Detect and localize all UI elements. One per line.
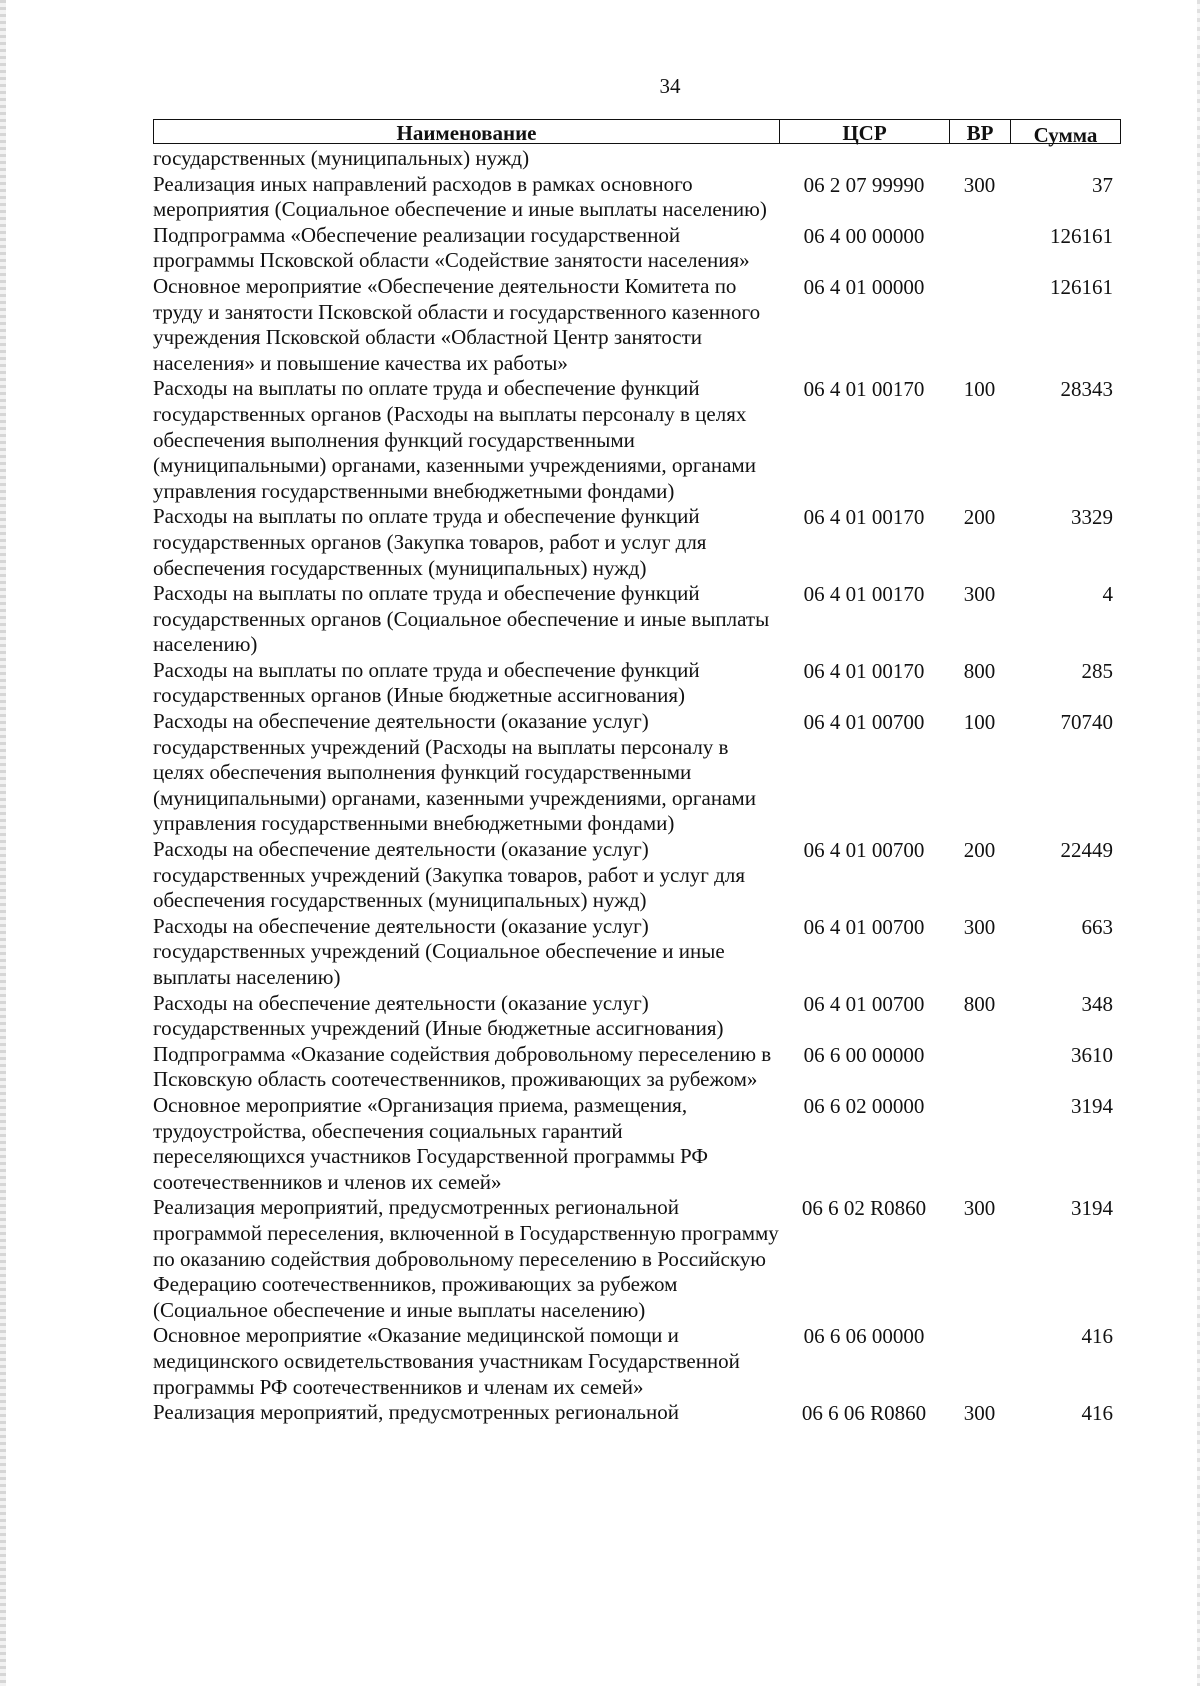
row-sum: 3610 xyxy=(1071,1042,1113,1067)
row-name: Основное мероприятие «Организация приема, размещения, трудоустройства, обеспечения социальных гарантий переселяющихся участников Государственной программы РФ соотечественников и членов их семей» xyxy=(153,1092,708,1194)
table-row xyxy=(153,837,1121,914)
row-name: Реализация мероприятий, предусмотренных региональной программой переселения, включенной в Государственную программу по оказанию содействия добровольному переселению в Российскую Федерацию соотечественников, проживающих за рубежом (Социальное обеспечение и иные выплаты населению) xyxy=(153,1195,779,1322)
table-row xyxy=(153,658,1121,709)
row-vr: 800 xyxy=(963,658,996,683)
row-name: Расходы на обеспечение деятельности (оказание услуг) государственных учреждений (Социальное обеспечение и иные выплаты населению) xyxy=(153,913,725,989)
row-csr: 06 2 07 99990 xyxy=(803,172,925,197)
table-row xyxy=(153,991,1121,1042)
row-sum: 28343 xyxy=(1060,377,1113,402)
row-name: Расходы на обеспечение деятельности (оказание услуг) государственных учреждений (Иные бюджетные ассигнования) xyxy=(153,990,724,1041)
row-sum: 22449 xyxy=(1060,838,1113,863)
row-vr xyxy=(949,1093,1010,1195)
row-csr: 06 4 01 00700 xyxy=(803,838,925,863)
row-csr: 06 4 01 00700 xyxy=(803,710,925,735)
row-csr: 06 4 01 00170 xyxy=(803,377,925,402)
row-sum: 416 xyxy=(1081,1324,1113,1349)
row-name: Реализация иных направлений расходов в рамках основного мероприятия (Социальное обеспечение и иные выплаты населению) xyxy=(153,171,767,222)
row-vr: 800 xyxy=(963,991,996,1016)
row-sum: 348 xyxy=(1081,991,1113,1016)
row-vr: 300 xyxy=(963,1196,996,1221)
row-vr xyxy=(949,1323,1010,1400)
row-vr: 300 xyxy=(963,1401,996,1426)
row-name: Реализация мероприятий, предусмотренных региональной xyxy=(153,1400,679,1425)
header-csr: ЦСР xyxy=(780,120,950,143)
row-sum: 4 xyxy=(1102,582,1113,607)
row-sum: 416 xyxy=(1081,1401,1113,1426)
row-name: Расходы на выплаты по оплате труда и обеспечение функций государственных органов (Закупка товаров, работ и услуг для обеспечения государственных (муниципальных) нужд) xyxy=(153,504,707,580)
row-csr: 06 4 01 00170 xyxy=(803,658,925,683)
row-csr: 06 4 01 00000 xyxy=(803,274,925,299)
table-row xyxy=(153,172,1121,223)
row-sum: 3329 xyxy=(1071,505,1113,530)
row-sum: 126161 xyxy=(1050,274,1113,299)
table-row xyxy=(153,581,1121,658)
row-csr: 06 6 02 00000 xyxy=(803,1093,925,1118)
row-csr: 06 4 01 00170 xyxy=(803,505,925,530)
row-csr: 06 4 01 00170 xyxy=(803,582,925,607)
scan-left-edge xyxy=(0,0,6,1686)
row-name: Расходы на выплаты по оплате труда и обеспечение функций государственных органов (Иные бюджетные ассигнования) xyxy=(153,657,700,708)
header-name: Наименование xyxy=(154,120,780,143)
row-name: Основное мероприятие «Обеспечение деятельности Комитета по труду и занятости Псковской области и государственного казенного учреждения Псковской области «Областной Центр занятости населения» и повышение качества их работы» xyxy=(153,273,761,375)
table-row xyxy=(153,1042,1121,1093)
page-number: 34 xyxy=(659,74,681,98)
row-vr: 300 xyxy=(963,172,996,197)
row-vr: 300 xyxy=(963,582,996,607)
row-csr: 06 6 06 00000 xyxy=(803,1324,925,1349)
row-name: Расходы на обеспечение деятельности (оказание услуг) государственных учреждений (Расходы на выплаты персоналу в целях обеспечения выполнения функций государственными (муниципальными) органами, казенными учреждениями, органами управления государственными внебюджетными фондами) xyxy=(153,709,756,836)
table-row xyxy=(153,274,1121,376)
row-name: Расходы на обеспечение деятельности (оказание услуг) государственных учреждений (Закупка товаров, работ и услуг для обеспечения государственных (муниципальных) нужд) xyxy=(153,837,745,913)
row-sum: 3194 xyxy=(1071,1093,1113,1118)
table-row xyxy=(153,376,1121,504)
row-sum: 3194 xyxy=(1071,1196,1113,1221)
row-csr: 06 4 01 00700 xyxy=(803,991,925,1016)
header-sum: Сумма xyxy=(1033,123,1098,147)
row-csr: 06 6 00 00000 xyxy=(803,1042,925,1067)
row-vr: 100 xyxy=(963,710,996,735)
table-row xyxy=(153,504,1121,581)
row-csr: 06 6 02 R0860 xyxy=(801,1196,927,1221)
row-sum: 126161 xyxy=(1050,223,1113,248)
row-vr: 100 xyxy=(963,377,996,402)
row-sum: 70740 xyxy=(1060,710,1113,735)
row-name: Основное мероприятие «Оказание медицинской помощи и медицинского освидетельствования участникам Государственной программы РФ соотечественников и членам их семей» xyxy=(153,1323,740,1399)
row-name: Расходы на выплаты по оплате труда и обеспечение функций государственных органов (Расходы на выплаты персоналу в целях обеспечения выполнения функций государственными (муниципальными) органами, казенными учреждениями, органами управления государственными внебюджетными фондами) xyxy=(153,376,756,503)
table-row xyxy=(153,1400,1121,1427)
table-body xyxy=(153,146,1121,1427)
table-row xyxy=(153,1093,1121,1195)
table-row xyxy=(153,223,1121,274)
row-vr xyxy=(949,1042,1010,1093)
row-sum: 285 xyxy=(1081,658,1113,683)
table-row xyxy=(153,1323,1121,1400)
row-csr: 06 6 06 R0860 xyxy=(801,1401,927,1426)
table-row xyxy=(153,1195,1121,1323)
row-vr: 300 xyxy=(963,914,996,939)
row-name: Расходы на выплаты по оплате труда и обеспечение функций государственных органов (Социальное обеспечение и иные выплаты населению) xyxy=(153,581,770,657)
table-row xyxy=(153,709,1121,837)
row-csr: 06 4 00 00000 xyxy=(803,223,925,248)
row-sum: 37 xyxy=(1092,172,1113,197)
row-vr xyxy=(949,223,1010,274)
header-vr: ВР xyxy=(950,120,1011,143)
row-csr: 06 4 01 00700 xyxy=(803,914,925,939)
row-sum: 663 xyxy=(1081,914,1113,939)
row-vr: 200 xyxy=(963,505,996,530)
row-vr xyxy=(949,274,1010,376)
row-vr: 200 xyxy=(963,838,996,863)
table-header xyxy=(153,119,1121,147)
row-name: Подпрограмма «Оказание содействия добровольному переселению в Псковскую область соотечественников, проживающих за рубежом» xyxy=(153,1041,772,1092)
row-name: Подпрограмма «Обеспечение реализации государственной программы Псковской области «Содействие занятости населения» xyxy=(153,222,750,273)
table-row xyxy=(153,914,1121,991)
continuation-text: государственных (муниципальных) нужд) xyxy=(153,146,530,170)
